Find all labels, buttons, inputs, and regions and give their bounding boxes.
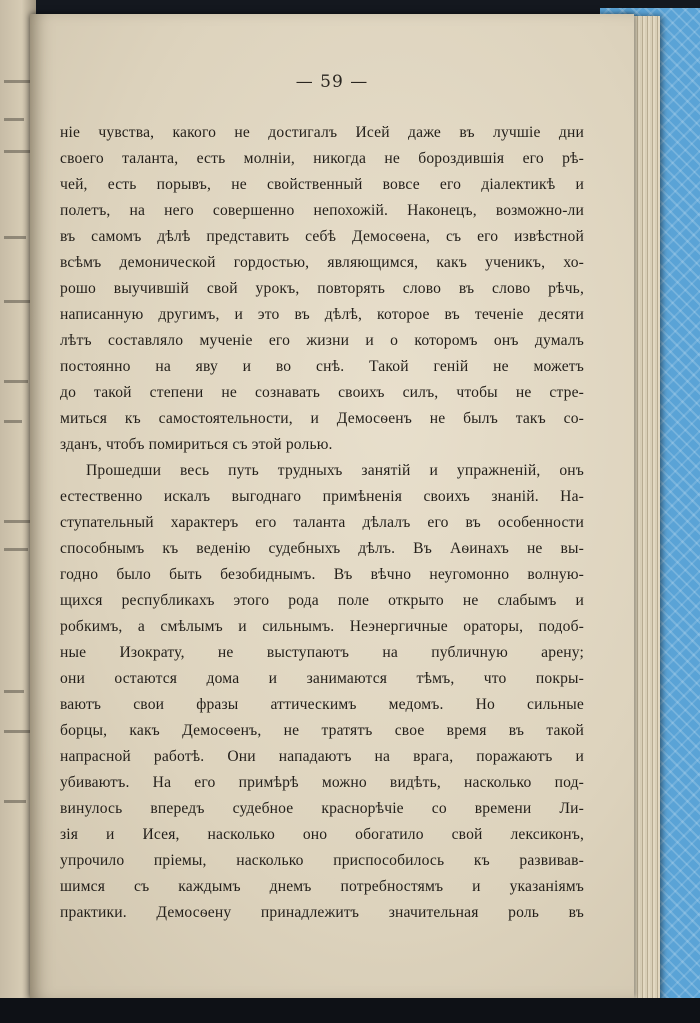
text-line: полетъ, на него совершенно непохожій. Наконецъ, возможно-ли — [60, 202, 584, 219]
text-line: способнымъ къ веденію судебныхъ дѣлъ. Въ Аѳинахъ не вы- — [60, 540, 584, 557]
book-page — [30, 14, 634, 998]
page-number: — 59 — — [295, 72, 369, 92]
page-text — [60, 120, 584, 926]
text-line: миться къ самостоятельности, и Демосѳенъ не былъ такъ со- — [60, 410, 584, 427]
left-page-text-fragment — [4, 150, 32, 153]
text-line: годно было быть безобиднымъ. Въ вѣчно неугомонно волную- — [60, 566, 584, 583]
left-page-text-fragment — [4, 118, 24, 121]
text-line: лѣтъ составляло мученіе его жизни и о которомъ онъ думалъ — [60, 332, 584, 349]
left-page-text-fragment — [4, 548, 28, 551]
text-line: напрасной работѣ. Они нападаютъ на врага, поражаютъ и — [60, 748, 584, 765]
table-surface — [0, 998, 700, 1023]
text-line: своего таланта, есть молніи, никогда не бороздившія его рѣ- — [60, 150, 584, 167]
text-line: они остаются дома и занимаются тѣмъ, что покры- — [60, 670, 584, 687]
text-line: щихся республикахъ этого рода поле открыто не слабымъ и — [60, 592, 584, 609]
text-line: чей, есть порывъ, не свойственный вовсе его діалектикѣ и — [60, 176, 584, 193]
text-line: всѣмъ демонической гордостью, являющимся, какъ ученикъ, хо- — [60, 254, 584, 271]
text-line: борцы, какъ Демосѳенъ, не тратятъ свое время въ такой — [60, 722, 584, 739]
left-page-text-fragment — [4, 420, 22, 423]
text-line: написанную другимъ, и это въ дѣлѣ, которое въ теченіе десяти — [60, 306, 584, 323]
left-page-text-fragment — [4, 730, 30, 733]
text-line: практики. Демосѳену принадлежитъ значительная роль въ — [60, 904, 584, 921]
text-line: ные Изократу, не выступаютъ на публичную арену; — [60, 644, 584, 661]
text-line: ваютъ свои фразы аттическимъ медомъ. Но сильные — [60, 696, 584, 713]
text-line: въ самомъ дѣлѣ представить себѣ Демосѳена, съ его извѣстной — [60, 228, 584, 245]
text-line: шимся съ каждымъ днемъ потребностямъ и указаніямъ — [60, 878, 584, 895]
text-line: убиваютъ. На его примѣрѣ можно видѣть, насколько под- — [60, 774, 584, 791]
text-line: до такой степени не сознавать своихъ силъ, чтобы не стре- — [60, 384, 584, 401]
left-page-text-fragment — [4, 800, 26, 803]
left-page-text-fragment — [4, 300, 30, 303]
text-line: постоянно на яву и во снѣ. Такой геній не можетъ — [60, 358, 584, 375]
text-line: упрочило пріемы, насколько приспособилось къ развивав- — [60, 852, 584, 869]
left-page-text-fragment — [4, 520, 32, 523]
text-line: естественно искалъ выгоднаго примѣненія своихъ знаній. На- — [60, 488, 584, 505]
text-line: ступательный характеръ его таланта дѣлалъ его въ особенности — [60, 514, 584, 531]
text-line: зданъ, чтобъ помириться съ этой ролью. — [60, 436, 333, 453]
left-page-text-fragment — [4, 690, 24, 693]
text-line: винулось впередъ судебное краснорѣчіе со времени Ли- — [60, 800, 584, 817]
text-line: ніе чувства, какого не достигалъ Исей даже въ лучшіе дни — [60, 124, 584, 141]
left-page-text-fragment — [4, 236, 26, 239]
text-line: рошо выучившій свой урокъ, повторять слово въ слово рѣчь, — [60, 280, 584, 297]
left-page-text-fragment — [4, 80, 30, 83]
text-line: Прошедши весь путь трудныхъ занятій и упражненій, онъ — [86, 462, 584, 479]
text-line: зія и Исея, насколько оно обогатило свой лексиконъ, — [60, 826, 584, 843]
left-page-text-fragment — [4, 380, 28, 383]
text-line: робкимъ, а смѣлымъ и сильнымъ. Неэнергичные ораторы, подоб- — [60, 618, 584, 635]
